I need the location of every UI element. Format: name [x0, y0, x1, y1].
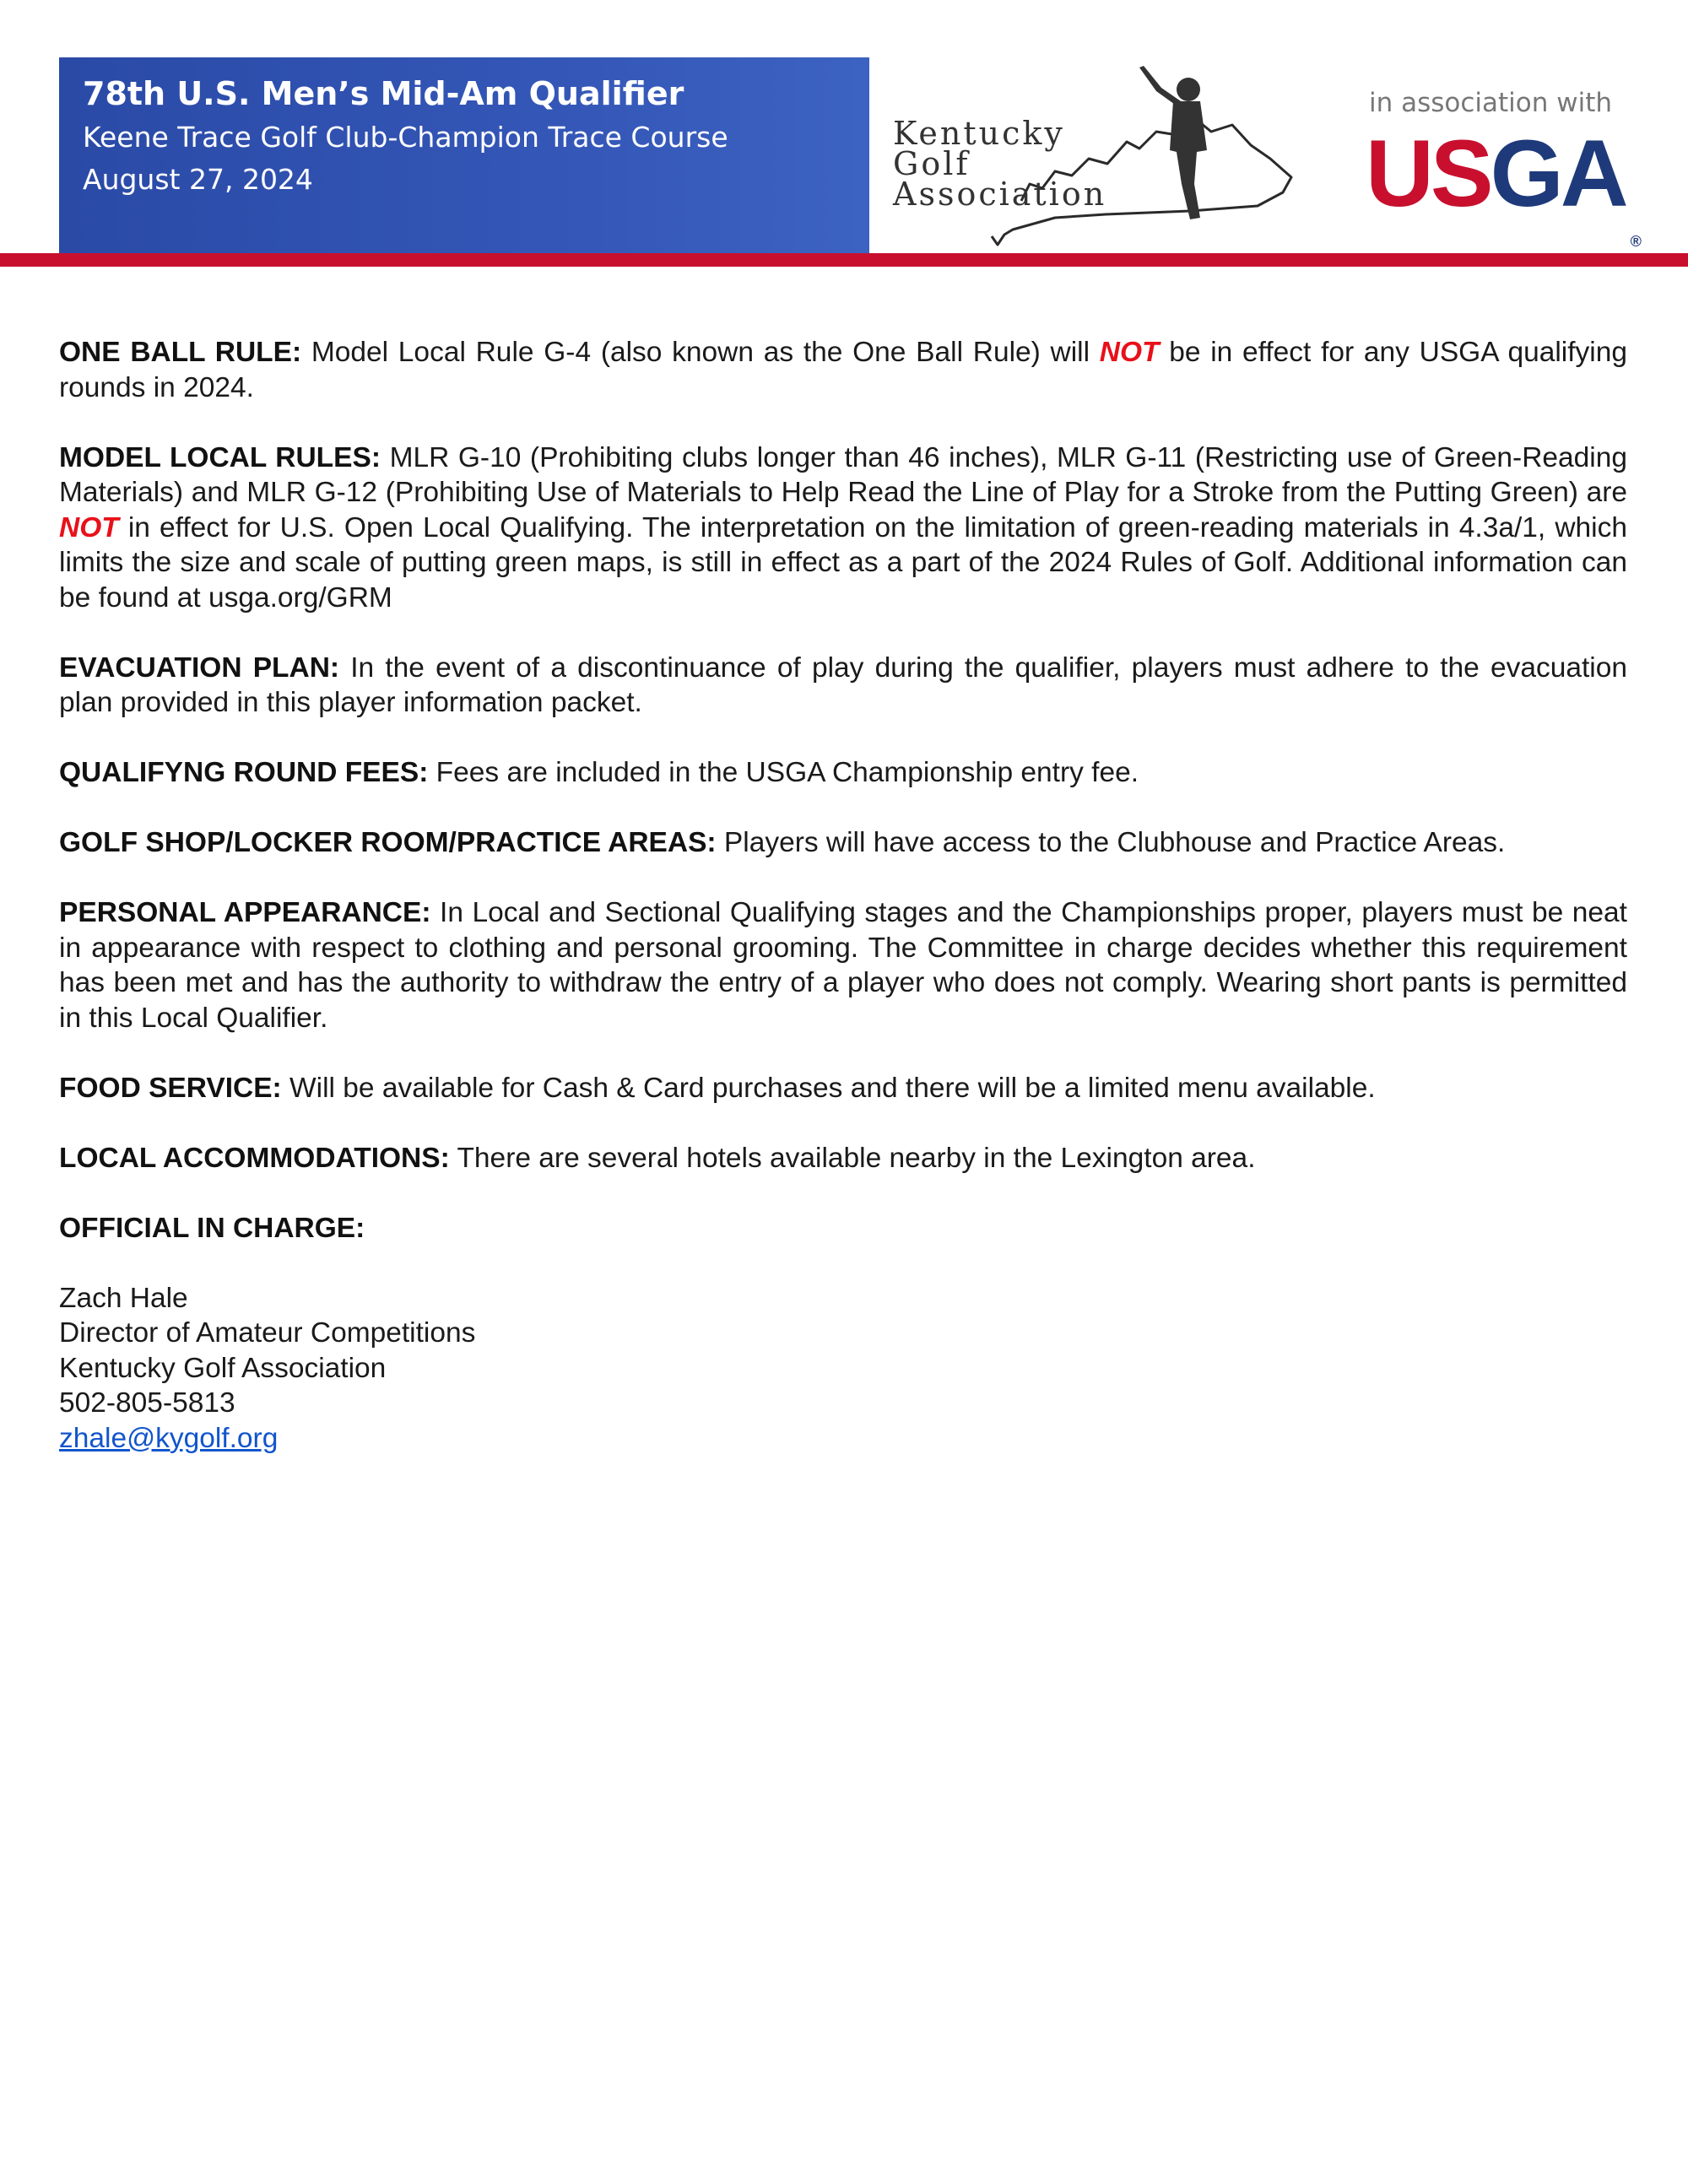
section-food-service	[59, 1071, 1627, 1106]
section-text: in effect for U.S. Open Local Qualifying. The interpretation on the limitation of green-reading materials in 4.3a/1, which limits the size and scale of putting green maps, is still in effect as a part of the 2024 Rules of Golf. Additional information can be found at usga.org/GRM	[59, 511, 1627, 614]
not-emphasis: NOT	[1099, 337, 1160, 368]
usga-us: US	[1366, 121, 1491, 226]
section-evacuation-plan	[59, 651, 1627, 721]
event-venue: Keene Trace Golf Club-Champion Trace Course	[83, 121, 728, 154]
not-emphasis: NOT	[59, 511, 119, 543]
official-email-link[interactable]: zhale@kygolf.org	[59, 1422, 279, 1454]
section-model-local-rules	[59, 441, 1627, 616]
section-text: There are several hotels available nearby in the Lexington area.	[449, 1142, 1256, 1174]
official-phone: 502-805-5813	[59, 1387, 235, 1419]
section-heading: LOCAL ACCOMMODATIONS:	[59, 1142, 450, 1174]
section-personal-appearance	[59, 895, 1627, 1035]
section-heading: EVACUATION PLAN:	[59, 651, 340, 684]
section-text: In Local and Sectional Qualifying stages and the Championships proper, players must be neat in appearance with respect to clothing and personal grooming. The Committee in charge decides whether this requirement has been met and has the authority to withdraw the entry of a player who does not comply. Wearing short pants is permitted in this Local Qualifier.	[59, 897, 1627, 1034]
section-heading: OFFICIAL IN CHARGE:	[59, 1212, 365, 1244]
official-title: Director of Amateur Competitions	[59, 1317, 476, 1349]
document-body	[59, 335, 1627, 1456]
section-text: Players will have access to the Clubhouse and Practice Areas.	[716, 827, 1506, 858]
kga-line-association: Association	[893, 176, 1107, 213]
event-date: August 27, 2024	[83, 163, 313, 196]
section-official-heading	[59, 1211, 1627, 1246]
kga-wordmark	[893, 115, 1107, 213]
kga-line-golf: Golf	[893, 145, 971, 182]
section-text: be in effect for any USGA qualifying rounds in 2024.	[59, 337, 1628, 403]
section-heading: MODEL LOCAL RULES:	[59, 441, 381, 473]
usga-logo	[1366, 121, 1642, 250]
official-org: Kentucky Golf Association	[59, 1352, 387, 1384]
header-banner	[59, 57, 869, 257]
registered-mark: ®	[1630, 233, 1642, 250]
usga-ga: GA	[1490, 121, 1626, 226]
section-local-accommodations	[59, 1141, 1627, 1176]
section-heading: QUALIFYNG ROUND FEES:	[59, 757, 429, 788]
official-contact-block	[59, 1281, 1627, 1457]
section-text: Model Local Rule G-4 (also known as the One Ball Rule) will	[301, 337, 1100, 368]
golfer-icon	[1139, 66, 1207, 219]
header-divider	[0, 253, 1688, 267]
official-name: Zach Hale	[59, 1282, 188, 1314]
section-one-ball-rule	[59, 335, 1627, 405]
section-heading: ONE BALL RULE:	[59, 337, 302, 368]
association-text: in association with	[1369, 88, 1613, 118]
section-heading: FOOD SERVICE:	[59, 1072, 282, 1104]
section-golf-shop	[59, 825, 1627, 861]
section-text: MLR G-10 (Prohibiting clubs longer than 46 inches), MLR G-11 (Restricting use of Green-Reading Materials) and MLR G-12 (Prohibiting Use of Materials to Help Read the Line of Play for a Stroke from the Putting Green) are	[59, 441, 1627, 508]
section-text: In the event of a discontinuance of play during the qualifier, players must adhere to the evacuation plan provided in this player information packet.	[59, 651, 1627, 718]
kga-line-kentucky: Kentucky	[893, 115, 1065, 152]
section-heading: PERSONAL APPEARANCE:	[59, 897, 431, 928]
event-title: 78th U.S. Men’s Mid-Am Qualifier	[83, 75, 684, 112]
section-round-fees	[59, 755, 1627, 791]
section-text: Will be available for Cash & Card purchases and there will be a limited menu available.	[281, 1072, 1376, 1104]
section-text: Fees are included in the USGA Championship entry fee.	[428, 757, 1139, 788]
section-heading: GOLF SHOP/LOCKER ROOM/PRACTICE AREAS:	[59, 827, 717, 858]
